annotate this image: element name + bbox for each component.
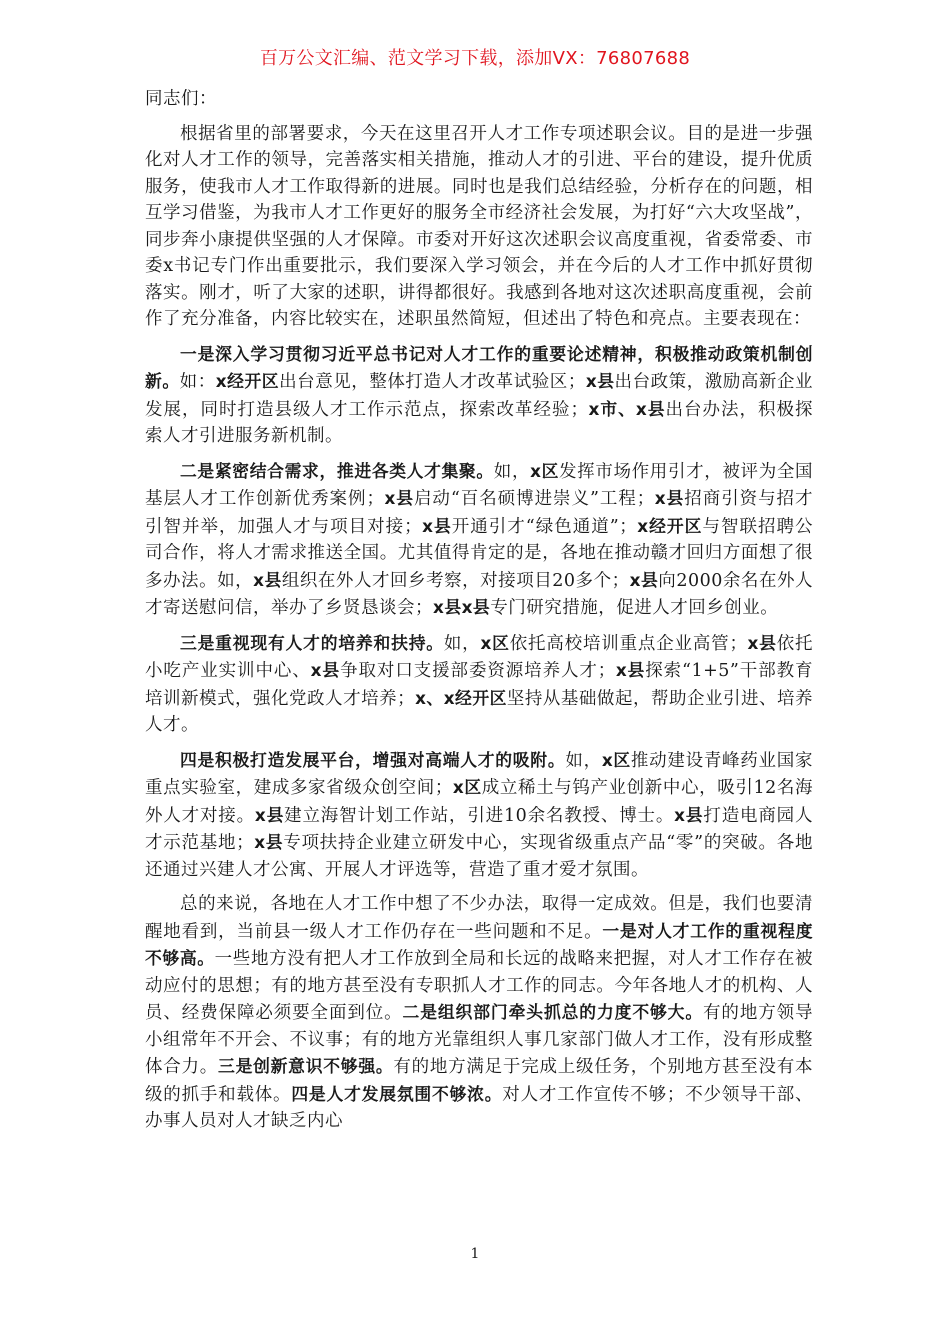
- text-run: 专门研究措施，促进人才回乡创业。: [490, 598, 779, 618]
- document-body: [145, 86, 813, 1143]
- bold-text: x县: [254, 832, 284, 852]
- bold-text: x经开区: [637, 515, 703, 536]
- bold-text: 四是人才发展氛围不够浓。: [291, 1083, 503, 1104]
- text-run: 如，: [443, 633, 481, 654]
- text-run: 一些地方没有把人才工作放到全局和长远的战略来把握，对人才工作存在被动应付的思想；有的地方甚至没有专职抓人才工作的同志。今年各地人才的机构、人员、经费保障必须要全面到位。: [145, 949, 813, 1023]
- text-run: 总的来说，各地在人才工作中想了不少办法，取得一定成效。但是，我们也要清醒地看到，当前县一级人才工作仍存在一些问题和不足。: [145, 894, 813, 942]
- bold-text: x县: [629, 569, 659, 590]
- text-run: 坚持从基础做起，帮助企业引进、培养人才。: [145, 688, 814, 735]
- text-run: 出台办法，积极探索人才引进服务新机制。: [145, 399, 813, 446]
- bold-text: 二是组织部门牵头抓总的力度不够大。: [402, 1002, 704, 1022]
- text-run: 成立稀土与钨产业创新中心，吸引12名海外人才对接。: [145, 778, 813, 826]
- paragraph: [145, 121, 813, 333]
- text-run: 争取对口支援部委资源培养人才；: [340, 661, 616, 681]
- text-run: 如：: [179, 372, 216, 392]
- bold-text: 一是对人才工作的重视程度不够高。: [145, 920, 813, 968]
- text-run: 向2000余名在外人才寄送慰问信，举办了乡贤恳谈会；: [145, 570, 814, 618]
- bold-text: x县x县: [433, 597, 491, 617]
- bold-text: x经开区: [215, 371, 280, 391]
- text-run: 根据省里的部署要求，今天在这里召开人才工作专项述职会议。目的是进一步强化对人才工作的领导，完善落实相关措施，推动人才的引进、平台的建设，提升优质服务，使我市人才工作取得新的进展。同时也是我们总结经验，分析存在的问题，相互学习借鉴，为我市人才工作更好的服务全市经济社会发展，为打好“六大攻坚战”，同步奔小康提供坚强的人才保障。市委对开好这次述职会议高度重视，省委常委、市委x书记专门作出重要批示，我们要深入学习领会，并在今后的人才工作中抓好贯彻落实。刚才，听了大家的述职，讲得都很好。我感到各地对这次述职高度重视，会前作了充分准备，内容比较实在，述职虽然简短，但述出了特色和亮点。主要表现在：: [145, 123, 813, 329]
- text-run: 出台意见，整体打造人才改革试验区；: [279, 372, 586, 392]
- bold-text: x县: [654, 488, 685, 508]
- text-run: 启动“百名硕博进崇义”工程；: [413, 489, 655, 509]
- bold-text: x县: [253, 569, 282, 590]
- text-run: 探索“1+5”干部教育培训新模式，强化党政人才培养；: [145, 661, 814, 709]
- text-run: 打造电商园人才示范基地；: [145, 805, 814, 853]
- text-run: 组织在外人才回乡考察，对接项目20多个；: [281, 570, 630, 591]
- bold-text: x县: [422, 515, 452, 536]
- download-banner: 百万公文汇编、范文学习下载，添加VX：76807688: [259, 48, 691, 69]
- text-run: 建立海智计划工作站，引进10余名教授、博士。: [284, 805, 675, 826]
- text-run: 专项扶持企业建立研发中心，实现省级重点产品“零”的突破。各地还通过兴建人才公寓、开展人才评选等，营造了重才爱才氛围。: [145, 833, 813, 880]
- paragraph-list: [145, 121, 813, 1135]
- bold-text: x、x经开区: [415, 687, 507, 708]
- text-run: 如，: [493, 461, 531, 482]
- bold-text: 三是创新意识不够强。: [218, 1056, 394, 1076]
- text-run: 出台政策，激励高新企业发展，同时打造县级人才工作示范点，探索改革经验；: [145, 372, 814, 420]
- bold-text: 四是积极打造发展平台，增强对高端人才的吸附。: [180, 749, 566, 770]
- text-run: 有的地方满足于完成上级任务，个别地方甚至没有本级的抓手和载体。: [145, 1057, 814, 1105]
- bold-text: x区: [480, 632, 510, 653]
- bold-text: x县: [384, 488, 414, 508]
- text-run: 发挥市场作用引才，被评为全国基层人才工作创新优秀案例；: [145, 461, 814, 509]
- bold-text: 三是重视现有人才的培养和扶持。: [180, 632, 444, 653]
- paragraph: [145, 747, 813, 884]
- text-run: 依托小吃产业实训中心、: [145, 633, 814, 681]
- paragraph: [145, 630, 813, 739]
- text-run: 依托高校培训重点企业高管；: [509, 633, 748, 654]
- page-number: 1: [470, 1246, 480, 1262]
- bold-text: 一是深入学习贯彻习近平总书记对人才工作的重要论述精神，积极推动政策机制创新。: [145, 343, 813, 391]
- text-run: 与智联招聘公司合作，将人才需求推送全国。尤其值得肯定的是，各地在推动赣才回归方面想了很多办法。如，: [145, 516, 814, 591]
- text-run: 招商引资与招才引智并举，加强人才与项目对接；: [145, 489, 814, 537]
- bold-text: x县: [615, 660, 646, 680]
- text-run: 对人才工作宣传不够；不少领导干部、办事人员对人才缺乏内心: [145, 1084, 813, 1131]
- bold-text: x县: [585, 371, 615, 391]
- text-run: 有的地方领导小组常年不开会、不议事；有的地方光靠组织人事几家部门做人才工作，没有形成整体合力。: [145, 1003, 814, 1077]
- paragraph: [145, 458, 813, 622]
- bold-text: x县: [674, 804, 704, 825]
- bold-text: x区: [530, 460, 560, 481]
- paragraph: [145, 341, 813, 450]
- bold-text: x县: [747, 632, 777, 653]
- text-run: 推动建设青峰药业国家重点实验室，建成多家省级众创空间；: [145, 750, 813, 798]
- bold-text: x区: [601, 749, 631, 770]
- bold-text: 二是紧密结合需求，推进各类人才集聚。: [180, 460, 494, 481]
- paragraph: [145, 891, 813, 1135]
- text-run: 开通引才“绿色通道”；: [451, 516, 638, 537]
- bold-text: x市、x县: [588, 398, 666, 419]
- bold-text: x县: [254, 804, 285, 825]
- bold-text: x区: [452, 777, 482, 797]
- bold-text: x县: [310, 660, 341, 680]
- salutation: 同志们：: [145, 89, 217, 109]
- text-run: 如，: [565, 750, 602, 771]
